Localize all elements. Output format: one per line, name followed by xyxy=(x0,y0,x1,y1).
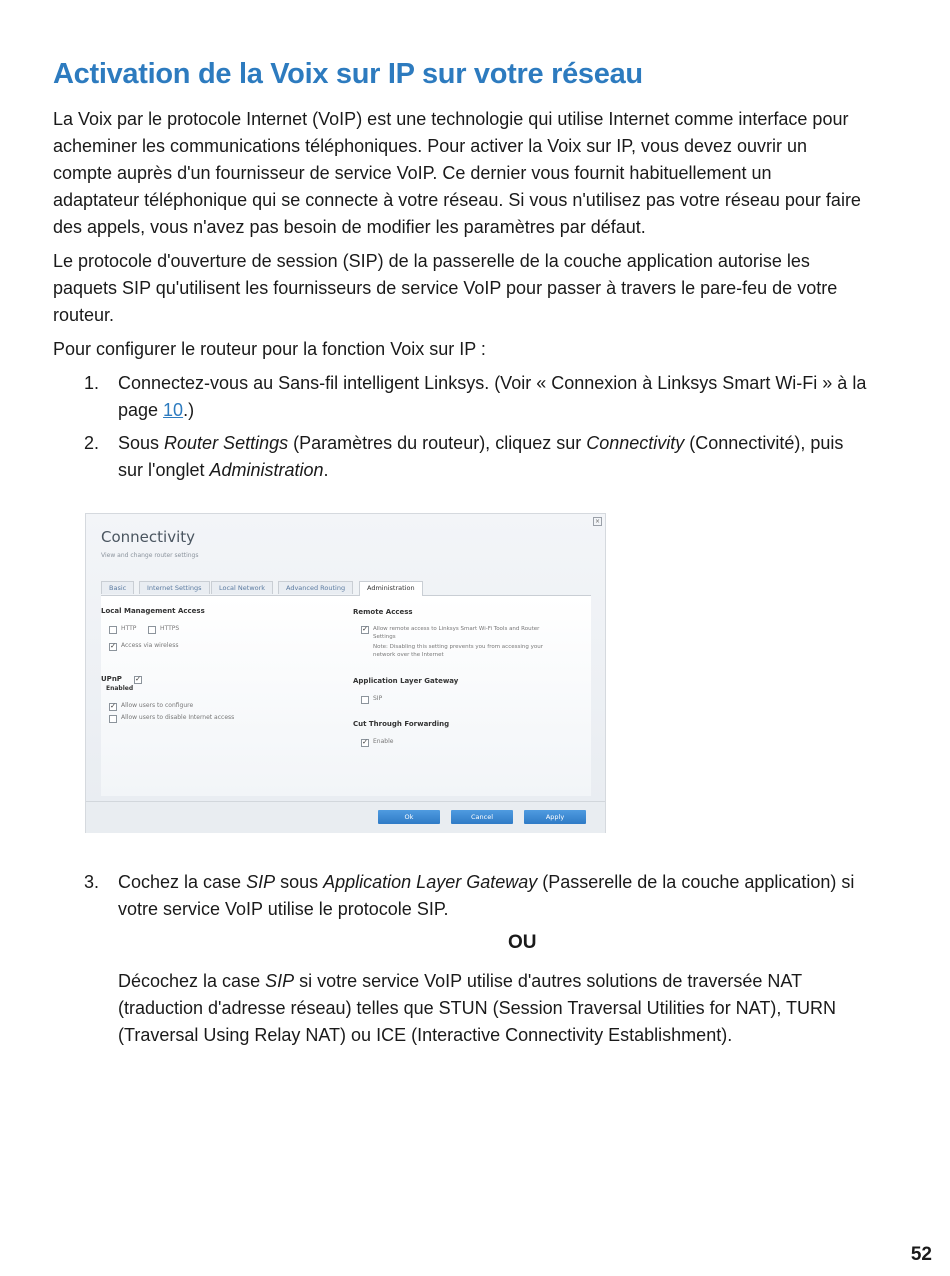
text-fragment: Router Settings xyxy=(164,433,289,453)
text-fragment: (Paramètres du routeur), cliquez sur xyxy=(288,433,587,453)
upnp-enabled-label: Enabled xyxy=(106,685,134,692)
text-line: acheminer les communications téléphoniques. Pour activer la Voix sur IP, vous devez ouvrir un xyxy=(53,136,808,156)
text-line: adaptateur téléphonique qui se connecte à votre réseau. Si vous n'utilisez pas votre réseau pour faire xyxy=(53,190,861,210)
tab-administration[interactable]: Administration xyxy=(359,581,423,596)
text-fragment: page xyxy=(118,400,164,420)
access-wireless-checkbox[interactable]: ✓ xyxy=(110,642,116,650)
text-line: des appels, vous n'avez pas besoin de modifier les paramètres par défaut. xyxy=(53,217,646,237)
intro-paragraph xyxy=(53,106,933,241)
screenshot-subheading: View and change router settings xyxy=(101,552,199,559)
apply-button[interactable]: Apply xyxy=(524,810,586,824)
text-line xyxy=(118,430,924,457)
text-line: Le protocole d'ouverture de session (SIP) de la passerelle de la couche application autorise les xyxy=(53,251,810,271)
step-number: 2. xyxy=(84,433,100,453)
tab-local-network[interactable]: Local Network xyxy=(211,581,273,594)
text-fragment: Application Layer Gateway xyxy=(323,872,538,892)
text-line xyxy=(118,457,924,484)
sip-label: SIP xyxy=(373,695,383,702)
text-line xyxy=(118,397,924,424)
text-fragment: (Connectivité), puis xyxy=(684,433,844,453)
access-wireless-label: Access via wireless xyxy=(121,642,179,649)
cut-through-heading: Cut Through Forwarding xyxy=(353,720,450,728)
cut-through-label: Enable xyxy=(373,738,394,745)
tab-bar xyxy=(101,581,591,596)
text-fragment: . xyxy=(323,460,329,480)
text-line: Connectez-vous au Sans-fil intelligent Linksys. (Voir « Connexion à Linksys Smart Wi-Fi » à la xyxy=(118,373,867,393)
allow-disable-label: Allow users to disable Internet access xyxy=(121,714,235,721)
or-separator: OU xyxy=(508,932,537,953)
cut-through-checkbox[interactable]: ✓ xyxy=(362,738,368,746)
http-checkbox[interactable] xyxy=(109,626,117,634)
text-fragment: sur l'onglet xyxy=(118,460,210,480)
https-label: HTTPS xyxy=(160,625,180,632)
http-label: HTTP xyxy=(121,625,137,632)
https-checkbox[interactable] xyxy=(148,626,156,634)
text-fragment: Cochez la case xyxy=(118,872,247,892)
text-line: Note: Disabling this setting prevents you from accessing your xyxy=(373,644,543,650)
step-number: 1. xyxy=(84,373,100,393)
page-title: Activation de la Voix sur IP sur votre réseau xyxy=(53,58,643,90)
text-fragment: SIP xyxy=(246,872,276,892)
allow-configure-checkbox[interactable]: ✓ xyxy=(110,702,116,710)
connectivity-screenshot xyxy=(85,513,606,833)
text-fragment: Sous xyxy=(118,433,165,453)
remote-access-checkbox[interactable]: ✓ xyxy=(362,625,368,633)
text-fragment: si votre service VoIP utilise d'autres solutions de traversée NAT xyxy=(294,971,803,991)
sip-paragraph xyxy=(53,248,933,329)
allow-disable-checkbox[interactable] xyxy=(109,715,117,723)
close-icon[interactable]: × xyxy=(594,518,601,525)
text-line: (traduction d'adresse réseau) telles que STUN (Session Traversal Utilities for NAT), TURN xyxy=(118,998,837,1018)
remote-access-note xyxy=(373,643,543,659)
remote-access-heading: Remote Access xyxy=(353,608,413,616)
text-line: compte auprès d'un fournisseur de service VoIP. Ce dernier vous fournit habituellement un xyxy=(53,163,772,183)
config-intro: Pour configurer le routeur pour la fonction Voix sur IP : xyxy=(53,339,486,359)
text-fragment: sous xyxy=(275,872,324,892)
sip-checkbox[interactable] xyxy=(361,696,369,704)
text-line: (Traversal Using Relay NAT) ou ICE (Interactive Connectivity Establishment). xyxy=(118,1025,733,1045)
text-line: La Voix par le protocole Internet (VoIP) est une technologie qui utilise Internet comme interface pour xyxy=(53,109,849,129)
tab-internet-settings[interactable]: Internet Settings xyxy=(139,581,210,594)
screenshot-heading: Connectivity xyxy=(101,528,195,546)
text-line: network over the Internet xyxy=(373,652,444,658)
text-fragment: (Passerelle de la couche application) si xyxy=(537,872,855,892)
text-fragment: .) xyxy=(183,400,195,420)
upnp-checkbox[interactable]: ✓ xyxy=(135,675,141,683)
text-line: Settings xyxy=(373,634,396,640)
text-line: routeur. xyxy=(53,305,115,325)
remote-access-label xyxy=(373,625,539,641)
text-fragment: Connectivity xyxy=(586,433,685,453)
settings-panel xyxy=(101,596,591,796)
page-number: 52 xyxy=(910,1244,932,1265)
ok-button[interactable]: Ok xyxy=(378,810,440,824)
step-number: 3. xyxy=(84,872,100,892)
text-line xyxy=(118,968,924,995)
allow-configure-label: Allow users to configure xyxy=(121,702,194,709)
text-fragment: Décochez la case xyxy=(118,971,266,991)
alg-heading: Application Layer Gateway xyxy=(353,677,459,685)
local-management-heading: Local Management Access xyxy=(101,607,205,615)
tab-basic[interactable]: Basic xyxy=(101,581,134,594)
text-fragment: Administration xyxy=(209,460,324,480)
page-link[interactable]: 10 xyxy=(163,400,184,420)
text-line xyxy=(118,869,924,896)
text-line: Allow remote access to Linksys Smart Wi-Fi Tools and Router xyxy=(373,626,540,632)
upnp-heading: UPnP xyxy=(101,675,122,683)
cancel-button[interactable]: Cancel xyxy=(451,810,513,824)
tab-advanced-routing[interactable]: Advanced Routing xyxy=(278,581,353,594)
text-line: votre service VoIP utilise le protocole SIP. xyxy=(118,899,449,919)
text-fragment: SIP xyxy=(265,971,295,991)
text-line: paquets SIP qu'utilisent les fournisseurs de service VoIP pour passer à travers le pare-feu de votre xyxy=(53,278,838,298)
